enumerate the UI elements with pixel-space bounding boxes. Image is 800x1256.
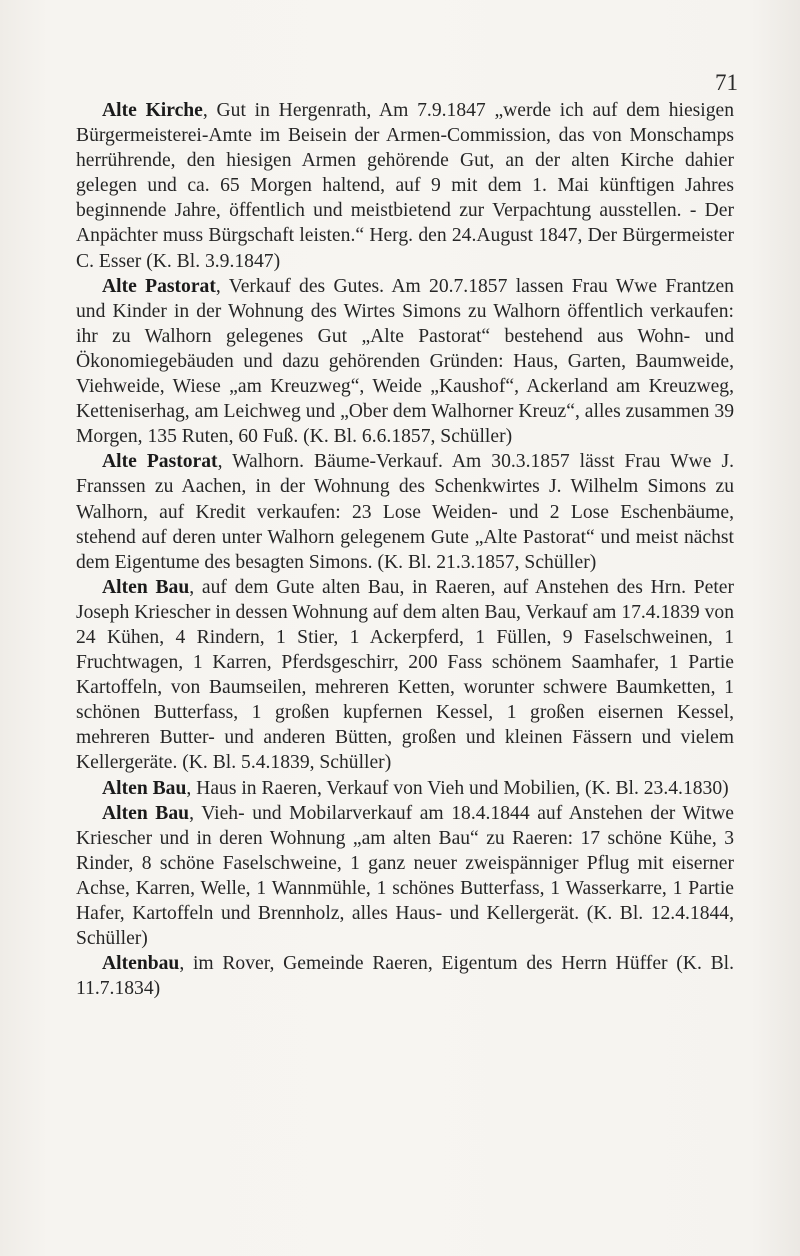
entry-text: , auf dem Gute alten Bau, in Raeren, auf Anstehen des Hrn. Peter Joseph Kriescher in dessen Wohnung auf dem alten Bau, Verkauf am 17.4.1839 von 24 Kühen, 4 Rindern, 1 Stier, 1 Ackerpferd, 1 Füllen, 9 Faselschweinen, 1 Fruchtwagen, 1 Karren, Pferdsgeschirr, 200 Fass schönem Saamhafer, 1 Partie Kartoffeln, von Baumseilen, mehreren Ketten, worunter schwere Baumketten, 1 schönen Butterfass, 1 großen kupfernen Kessel, 1 großen eisernen Kessel, mehreren Butter- und anderen Bütten, großen und kleinen Fässern und vielem Kellergeräte. (K. Bl. 5.4.1839, Schüller) [76,576,734,774]
entry-title: Alte Pastorat [102,451,218,473]
entry-title: Alte Kirche [102,100,203,121]
entry-text: , Haus in Raeren, Verkauf von Vieh und Mobilien, (K. Bl. 23.4.1830) [186,777,729,799]
entries-text [76,98,734,1001]
entry-title: Alten Bau [102,777,187,799]
entry-text: , Verkauf des Gutes. Am 20.7.1857 lassen Frau Wwe Frantzen und Kinder in der Wohnung des Wirtes Simons zu Walhorn öffentlich verkaufen: ihr zu Walhorn gelegenes Gut „Alte Pastorat“ bestehend aus Wohn- und Ökonomiegebäuden und dazu gehörenden Gründen: Haus, Garten, Baumweide, Viehweide, Wiese „am Kreuzweg“, Weide „Kaushof“, Ackerland am Kreuzweg, Ketteniserhag, am Leichweg und „Ober dem Walhorner Kreuz“, alles zusammen 39 Morgen, 135 Ruten, 60 Fuß. (K. Bl. 6.6.1857, Schüller) [76,275,734,448]
entry-title: Alte Pastorat [102,275,216,297]
entry [76,274,734,450]
entry [76,951,734,1001]
entry-text: , Vieh- und Mobilarverkauf am 18.4.1844 auf Anstehen der Witwe Kriescher und in deren Wohnung „am alten Bau“ zu Raeren: 17 schöne Kühe, 3 Rinder, 8 schöne Faselschweine, 1 ganz neuer zweispänniger Pflug mit eiserner Achse, Karren, Welle, 1 Wannmühle, 1 schönes Butterfass, 1 Wasserkarre, 1 Partie Hafer, Kartoffeln und Brennholz, alles Haus- und Kellergerät. (K. Bl. 12.4.1844, Schüller) [76,802,734,950]
entry-text: , Walhorn. Bäume-Verkauf. Am 30.3.1857 lässt Frau Wwe J. Franssen zu Aachen, in der Wohnung des Schenkwirtes J. Wilhelm Simons zu Walhorn, auf Kredit verkaufen: 23 Lose Weiden- und 2 Lose Eschenbäume, stehend auf deren unter Walhorn gelegenem Gute „Alte Pastorat“ und meist nächst dem Eigentume des besagten Simons. (K. Bl. 21.3.1857, Schüller) [76,451,734,573]
entry-text: , Gut in Hergenrath, Am 7.9.1847 „werde ich auf dem hiesigen Bürgermeisterei-Amte im Beisein der Armen-Commission, das von Monschamps herrührende, den hiesigen Armen gehörende Gut, an der alten Kirche dahier gelegen und ca. 65 Morgen haltend, auf 9 mit dem 1. Mai künftigen Jahres beginnende Jahre, öffentlich und meistbietend zur Verpachtung ausstellen. - Der Anpächter muss Bürgschaft leisten.“ Herg. den 24.August 1847, Der Bürgermeister C. Esser (K. Bl. 3.9.1847) [76,100,735,272]
entry [76,776,734,801]
entry-title: Alten Bau [102,802,190,824]
entry-text: , im Rover, Gemeinde Raeren, Eigentum des Herrn Hüffer (K. Bl. 11.7.1834) [76,953,734,1000]
entry [76,449,734,574]
entry [76,801,734,952]
page-number: 71 [715,70,738,95]
entry-title: Alten Bau [102,576,190,598]
entry [76,98,734,274]
entry [76,575,734,776]
entry-title: Altenbau [102,953,180,975]
